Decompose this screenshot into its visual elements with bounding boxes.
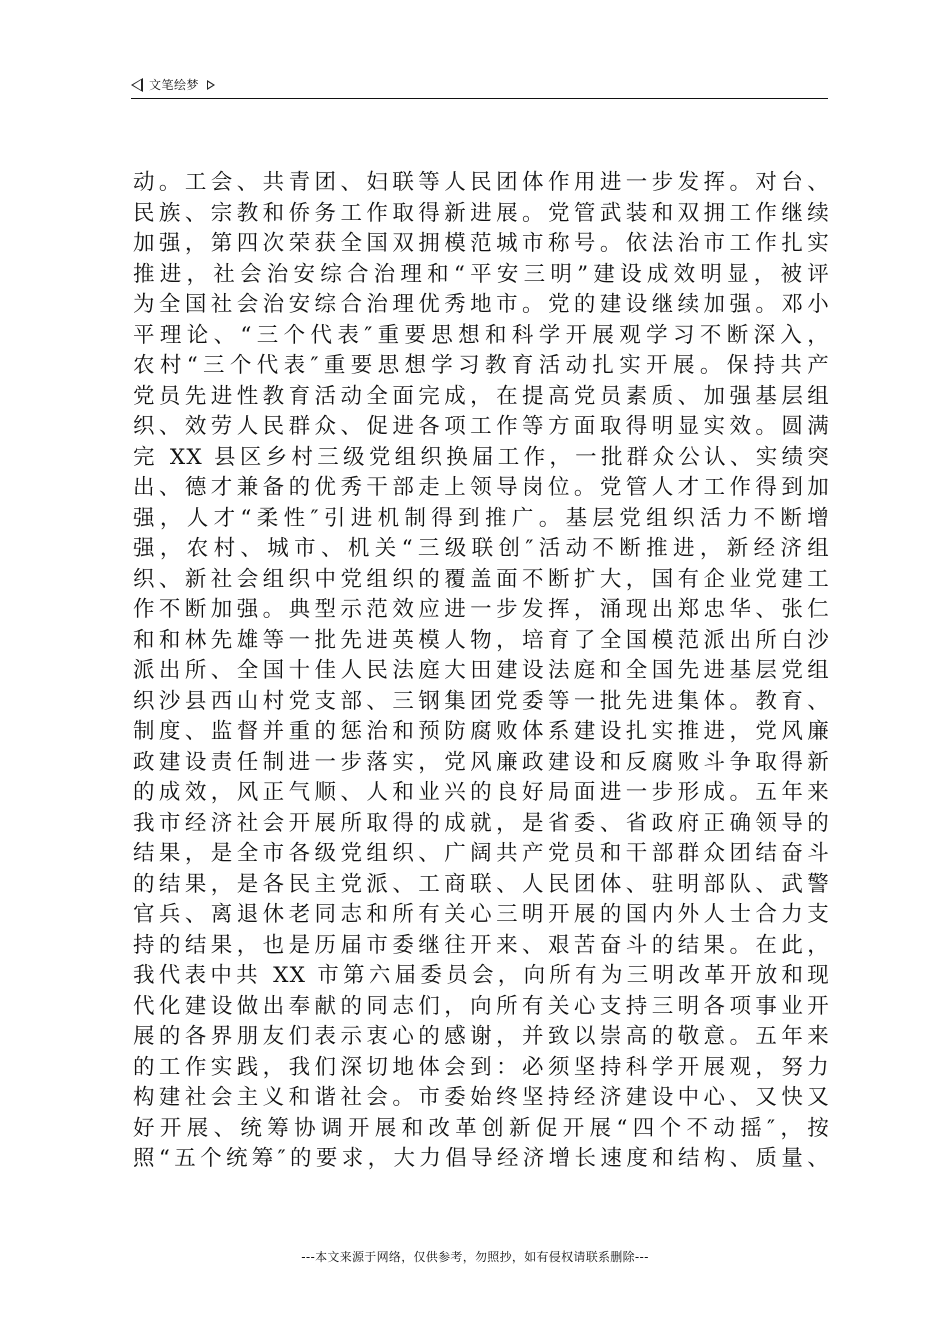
text-line: 平理论、“三个代表″重要思想和科学开展观学习不断深入，	[133, 322, 830, 348]
text-line: 派出所、全国十佳人民法庭大田建设法庭和全国先进基层党组	[133, 658, 830, 683]
text-line: 动。工会、共青团、妇联等人民团体作用进一步发挥。对台、	[133, 170, 830, 195]
text-line: 我代表中共 XX 市第六届委员会，向所有为三明改革开放和现	[133, 963, 830, 988]
text-line: 展的各界朋友们表示衷心的感谢，并致以崇高的敬意。五年来	[133, 1024, 830, 1049]
text-line: 我市经济社会开展所取得的成就，是省委、省政府正确领导的	[133, 810, 830, 836]
header-brand-group	[131, 76, 215, 93]
text-line: 好开展、统筹协调开展和改革创新促开展“四个不动摇″，按	[133, 1115, 830, 1141]
text-line: 持的结果，也是历届市委继往开来、艰苦奋斗的结果。在此，	[133, 932, 830, 958]
text-line: 和和林先雄等一批先进英模人物，培育了全国模范派出所白沙	[133, 627, 830, 653]
page-footer-disclaimer: ---本文来源于网络，仅供参考，勿照抄，如有侵权请联系删除---	[301, 1250, 649, 1264]
text-line: 农村“三个代表″重要思想学习教育活动扎实开展。保持共产	[133, 353, 830, 378]
text-line: 结果，是全市各级党组织、广阔共产党员和干部群众团结奋斗	[133, 841, 830, 866]
text-line: 的成效，风正气顺、人和业兴的良好局面进一步形成。五年来	[133, 780, 830, 805]
document-body	[133, 168, 830, 1175]
text-line: 加强，第四次荣获全国双拥模范城市称号。依法治市工作扎实	[133, 231, 830, 256]
text-line: 织沙县西山村党支部、三钢集团党委等一批先进集体。教育、	[133, 688, 830, 714]
page-header	[131, 74, 828, 98]
text-line: 政建设责任制进一步落实，党风廉政建设和反腐败斗争取得新	[133, 749, 830, 775]
triangle-left-outline-icon	[131, 78, 143, 92]
text-line: 的工作实践，我们深切地体会到：必须坚持科学开展观，努力	[133, 1054, 830, 1080]
text-line: 民族、宗教和侨务工作取得新进展。党管武装和双拥工作继续	[133, 200, 830, 226]
text-line: 官兵、离退休老同志和所有关心三明开展的国内外人士合力支	[133, 902, 830, 927]
text-line: 出、德才兼备的优秀干部走上领导岗位。党管人才工作得到加	[133, 475, 830, 500]
brand-title: 文笔绘梦	[149, 78, 200, 92]
text-line: 织、效劳人民群众、促进各项工作等方面取得明显实效。圆满	[133, 414, 830, 439]
text-line: 构建社会主义和谐社会。市委始终坚持经济建设中心、又快又	[133, 1085, 830, 1110]
text-line: 强，人才“柔性″引进机制得到推广。基层党组织活力不断增	[133, 505, 830, 531]
text-line: 制度、监督并重的惩治和预防腐败体系建设扎实推进，党风廉	[133, 719, 830, 744]
text-line: 强，农村、城市、机关“三级联创″活动不断推进，新经济组	[133, 536, 830, 561]
text-line: 推进，社会治安综合治理和“平安三明”建设成效明显，被评	[133, 261, 830, 287]
text-line: 为全国社会治安综合治理优秀地市。党的建设继续加强。邓小	[133, 292, 830, 317]
text-line: 照“五个统筹″的要求，大力倡导经济增长速度和结构、质量、	[133, 1146, 830, 1171]
triangle-right-outline-icon	[207, 80, 215, 90]
text-line: 的结果，是各民主党派、工商联、人民团体、驻明部队、武警	[133, 871, 830, 897]
text-line: 完 XX 县区乡村三级党组织换届工作，一批群众公认、实绩突	[133, 444, 830, 470]
text-line: 代化建设做出奉献的同志们，向所有关心支持三明各项事业开	[133, 993, 830, 1019]
text-line: 党员先进性教育活动全面完成，在提高党员素质、加强基层组	[133, 383, 830, 409]
text-line: 作不断加强。典型示范效应进一步发挥，涌现出郑忠华、张仁	[133, 597, 830, 622]
header-divider	[131, 98, 828, 99]
text-line: 织、新社会组织中党组织的覆盖面不断扩大，国有企业党建工	[133, 566, 830, 592]
